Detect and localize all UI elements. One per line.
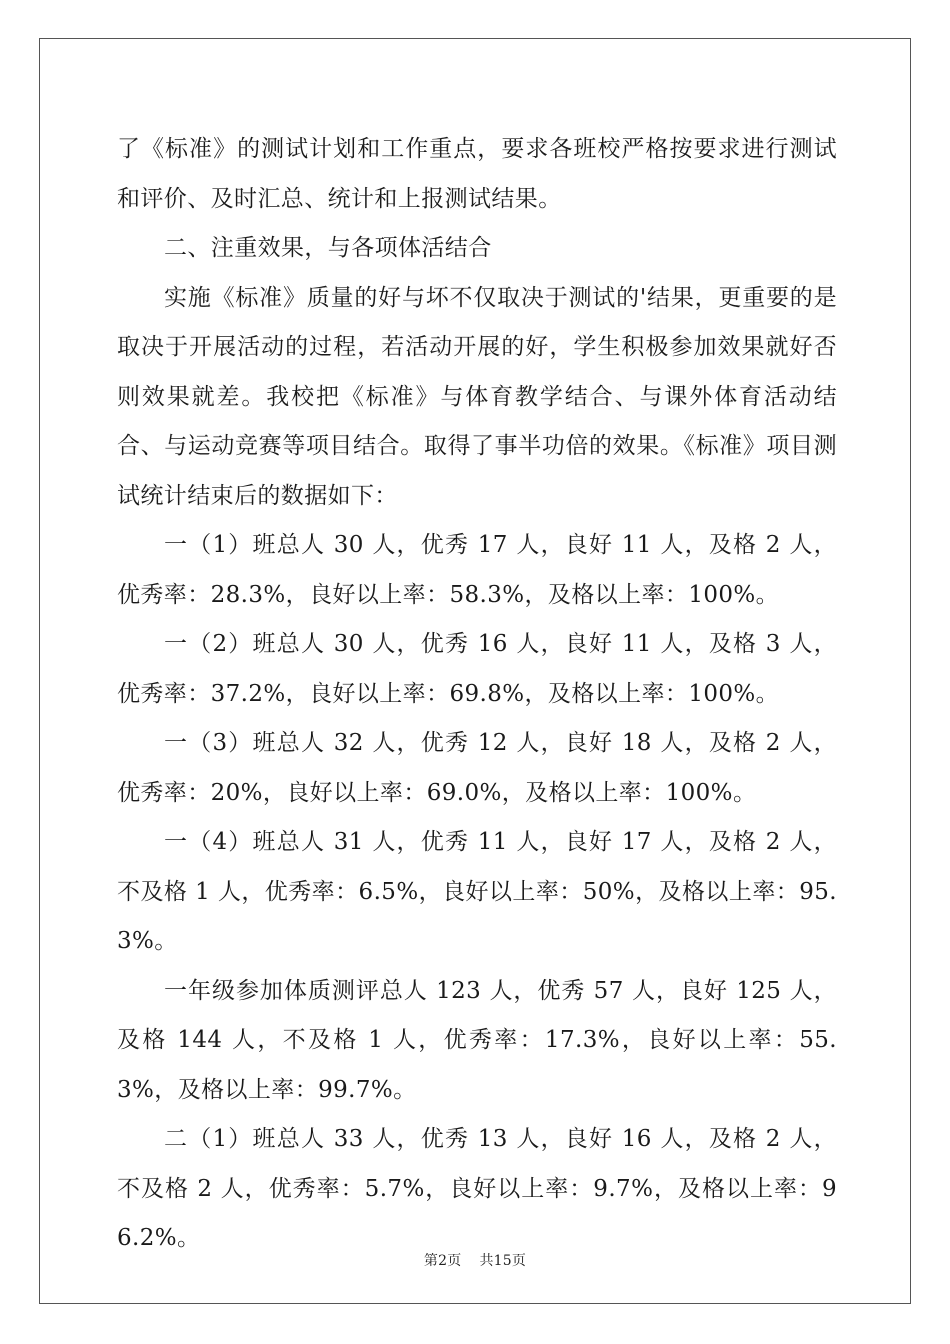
page-footer bbox=[0, 1250, 950, 1270]
class-1-3-stats: 一（3）班总人 32 人，优秀 12 人，良好 18 人，及格 2 人，优秀率：20%，良好以上率：69.0%，及格以上率：100%。 bbox=[117, 730, 837, 806]
document-body bbox=[117, 125, 837, 1264]
page-number: 第2页 bbox=[423, 1253, 462, 1269]
paragraph-1: 了《标准》的测试计划和工作重点，要求各班校严格按要求进行测试和评价、及时汇总、统计和上报测试结果。 bbox=[117, 136, 837, 212]
class-1-4-stats: 一（4）班总人 31 人，优秀 11 人，良好 17 人，及格 2 人，不及格 1 人，优秀率：6.5%，良好以上率：50%，及格以上率：95.3%。 bbox=[117, 829, 837, 954]
class-2-1-stats: 二（1）班总人 33 人，优秀 13 人，良好 16 人，及格 2 人，不及格 2 人，优秀率：5.7%，良好以上率：9.7%，及格以上率：96.2%。 bbox=[117, 1126, 837, 1251]
class-1-1-stats: 一（1）班总人 30 人，优秀 17 人，良好 11 人，及格 2 人，优秀率：28.3%，良好以上率：58.3%，及格以上率：100%。 bbox=[117, 532, 837, 608]
grade-1-summary: 一年级参加体质测评总人 123 人，优秀 57 人，良好 125 人，及格 144 人，不及格 1 人，优秀率：17.3%，良好以上率：55.3%，及格以上率：99.7%。 bbox=[117, 977, 837, 1103]
class-1-2-stats: 一（2）班总人 30 人，优秀 16 人，良好 11 人，及格 3 人，优秀率：37.2%，良好以上率：69.8%，及格以上率：100%。 bbox=[117, 631, 837, 707]
paragraph-3: 实施《标准》质量的好与坏不仅取决于测试的'结果，更重要的是取决于开展活动的过程，若活动开展的好，学生积极参加效果就好否则效果就差。我校把《标准》与体育教学结合、与课外体育活动结合、与运动竞赛等项目结合。取得了事半功倍的效果。《标准》项目测试统计结束后的数据如下： bbox=[117, 284, 837, 509]
page-total: 共15页 bbox=[479, 1253, 527, 1269]
section-heading: 二、注重效果，与各项体活结合 bbox=[164, 235, 492, 261]
